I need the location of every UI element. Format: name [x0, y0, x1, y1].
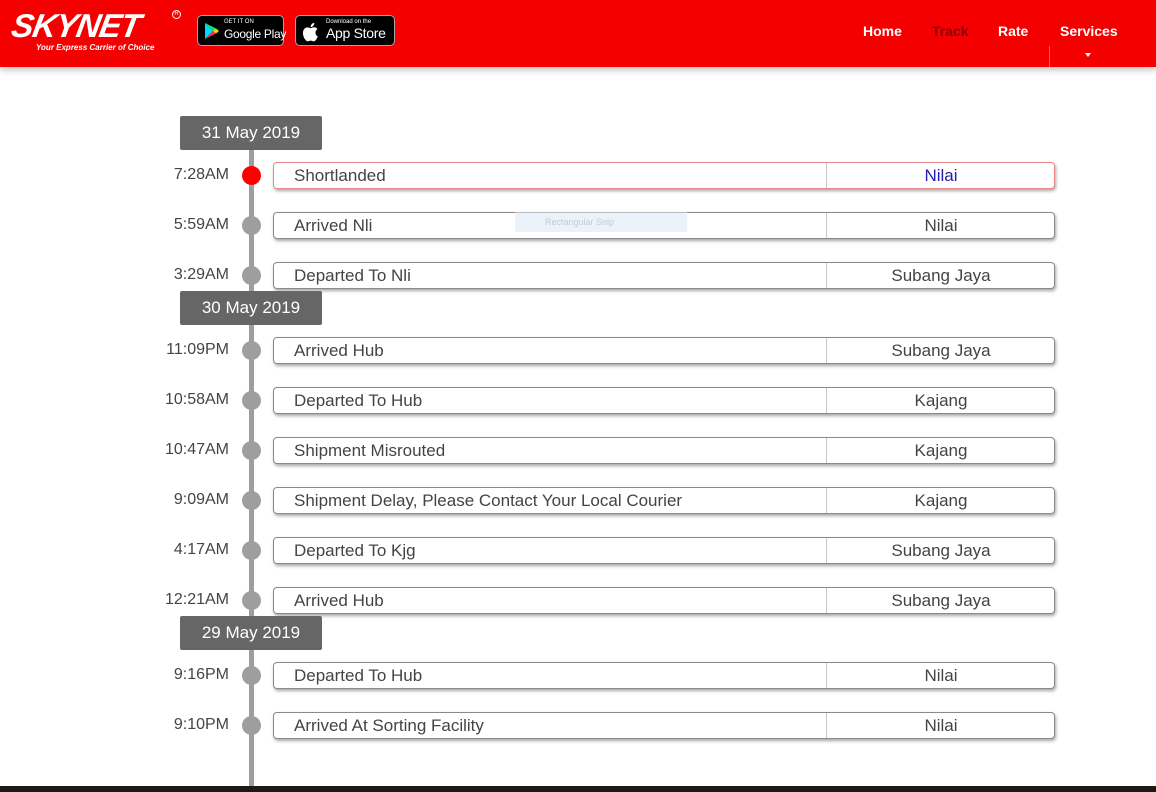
event-location: Subang Jaya: [891, 266, 991, 285]
event-description: Shipment Delay, Please Contact Your Local Courier: [294, 491, 683, 510]
timeline-line: [249, 140, 254, 792]
event-location: Kajang: [914, 491, 968, 510]
nav-home[interactable]: Home: [863, 23, 902, 39]
snip-watermark: Rectangular Snip: [515, 212, 687, 232]
registered-mark-icon: R: [172, 10, 181, 19]
nav-track[interactable]: Track: [932, 23, 969, 39]
timeline-dot-icon: [242, 341, 261, 360]
event-location: Subang Jaya: [891, 541, 991, 560]
timeline-dot-icon: [242, 491, 261, 510]
apple-icon: [302, 22, 320, 42]
event-description: Arrived At Sorting Facility: [294, 716, 484, 735]
tracking-event-row: [273, 262, 1055, 289]
app-store-big-text: App Store: [326, 25, 386, 41]
google-play-icon: [204, 22, 220, 40]
nav-divider: [1049, 46, 1050, 67]
services-caret-icon[interactable]: [1085, 53, 1091, 57]
event-time: 3:29AM: [173, 266, 229, 283]
event-time: 11:09PM: [166, 341, 229, 358]
site-header: [0, 0, 1156, 67]
bottom-bar: [0, 786, 1156, 792]
timeline-dot-icon: [242, 441, 261, 460]
event-location: Nilai: [924, 666, 958, 685]
nav-services[interactable]: Services: [1060, 23, 1118, 39]
event-location: Kajang: [914, 391, 968, 410]
event-location: Subang Jaya: [891, 591, 991, 610]
app-store-badge[interactable]: [295, 15, 395, 46]
event-description: Shortlanded: [294, 166, 386, 185]
event-description: Shipment Misrouted: [294, 441, 446, 460]
skynet-logo[interactable]: [8, 7, 182, 56]
event-description: Departed To Hub: [294, 391, 423, 410]
tracking-event-row: [273, 487, 1055, 514]
event-description: Arrived Hub: [294, 341, 384, 360]
timeline-dot-icon: [242, 391, 261, 410]
date-badge: 30 May 2019: [180, 291, 322, 325]
google-play-big-text: Google Play: [224, 27, 287, 41]
tracking-event-row: [273, 437, 1055, 464]
logo-tagline: Your Express Carrier of Choice: [36, 43, 155, 52]
event-description: Arrived Nli: [294, 216, 373, 235]
tracking-event-row: [273, 712, 1055, 739]
logo-wordmark: SKYNET: [8, 7, 144, 44]
google-play-small-text: GET IT ON: [224, 19, 254, 25]
event-time: 9:09AM: [173, 491, 229, 508]
event-time: 5:59AM: [173, 216, 229, 233]
date-badge: 31 May 2019: [180, 116, 322, 150]
event-description: Arrived Hub: [294, 591, 384, 610]
timeline-dot-icon: [242, 266, 261, 285]
tracking-event-row: [273, 387, 1055, 414]
event-description: Departed To Kjg: [294, 541, 416, 560]
timeline-dot-icon: [242, 666, 261, 685]
event-time: 9:16PM: [173, 666, 229, 683]
timeline-dot-icon: [242, 216, 261, 235]
event-location: Nilai: [924, 166, 958, 185]
event-time: 7:28AM: [173, 166, 229, 183]
tracking-event-row: [273, 337, 1055, 364]
event-location: Subang Jaya: [891, 341, 991, 360]
google-play-badge[interactable]: [197, 15, 287, 46]
tracking-event-row: [273, 662, 1055, 689]
timeline-dot-icon: [242, 716, 261, 735]
tracking-event-row: [273, 162, 1055, 189]
event-description: Departed To Nli: [294, 266, 411, 285]
event-description: Departed To Hub: [294, 666, 423, 685]
event-time: 10:58AM: [164, 391, 229, 408]
event-location: Nilai: [924, 216, 958, 235]
date-badge: 29 May 2019: [180, 616, 322, 650]
event-time: 12:21AM: [164, 591, 229, 608]
tracking-event-row: [273, 587, 1055, 614]
nav-rate[interactable]: Rate: [998, 23, 1029, 39]
app-store-small-text: Download on the: [326, 19, 372, 25]
event-time: 9:10PM: [173, 716, 229, 733]
timeline-dot-icon: [242, 541, 261, 560]
event-time: 10:47AM: [164, 441, 229, 458]
tracking-event-row: [273, 537, 1055, 564]
current-status-dot-icon: [242, 166, 261, 185]
event-location: Nilai: [924, 716, 958, 735]
event-time: 4:17AM: [173, 541, 229, 558]
timeline-dot-icon: [242, 591, 261, 610]
event-location: Kajang: [914, 441, 968, 460]
